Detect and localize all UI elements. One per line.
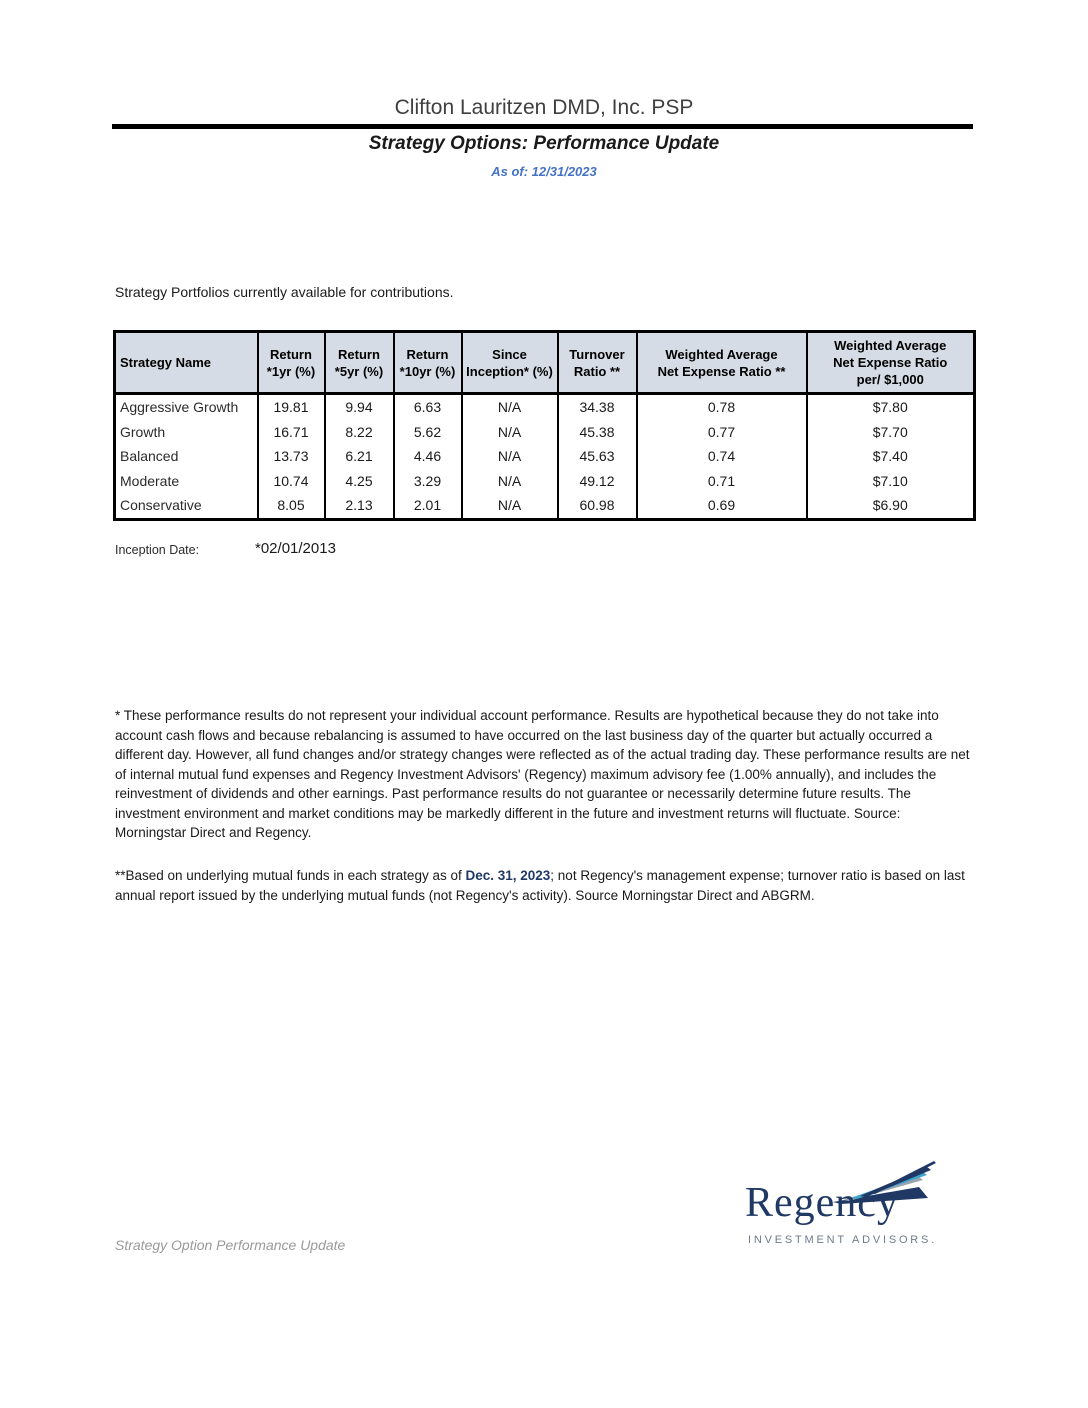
regency-logo xyxy=(745,1158,941,1258)
cell-return-10yr: 3.29 xyxy=(394,469,462,494)
page-subtitle: Strategy Options: Performance Update xyxy=(368,133,720,154)
cell-return-5yr: 6.21 xyxy=(325,444,394,469)
cell-turnover-ratio: 60.98 xyxy=(558,493,637,519)
table-row xyxy=(115,420,975,445)
page-title: Clifton Lauritzen DMD, Inc. PSP xyxy=(394,96,694,119)
column-header-net-expense-per-1000 xyxy=(807,332,975,394)
cell-net-expense-per-1000: $7.10 xyxy=(807,469,975,494)
header-line: Weighted Average xyxy=(665,346,778,362)
cell-return-5yr: 8.22 xyxy=(325,420,394,445)
cell-turnover-ratio: 49.12 xyxy=(558,469,637,494)
cell-return-1yr: 13.73 xyxy=(258,444,325,469)
cell-net-expense-per-1000: $6.90 xyxy=(807,493,975,519)
cell-turnover-ratio: 45.63 xyxy=(558,444,637,469)
cell-since-inception: N/A xyxy=(462,493,558,519)
regency-brand-name: Regency xyxy=(745,1180,899,1226)
footnote-underlying-funds xyxy=(115,866,973,905)
header-line: Return xyxy=(338,346,380,362)
column-header-net-expense-ratio xyxy=(637,332,807,394)
footer-document-name: Strategy Option Performance Update xyxy=(115,1237,346,1253)
column-header-strategy-name xyxy=(115,332,258,394)
table-row xyxy=(115,444,975,469)
cell-net-expense-per-1000: $7.70 xyxy=(807,420,975,445)
header-line: Since xyxy=(492,346,527,362)
table-header-row xyxy=(115,332,975,394)
cell-turnover-ratio: 34.38 xyxy=(558,394,637,420)
intro-text: Strategy Portfolios currently available for contributions. xyxy=(115,284,454,300)
table-row xyxy=(115,469,975,494)
cell-return-1yr: 16.71 xyxy=(258,420,325,445)
column-header-since-inception xyxy=(462,332,558,394)
regency-tagline: INVESTMENT ADVISORS. xyxy=(748,1234,938,1246)
cell-net-expense-per-1000: $7.40 xyxy=(807,444,975,469)
header-line: Inception* (%) xyxy=(466,363,553,379)
cell-strategy-name: Growth xyxy=(115,420,258,445)
inception-date-value: *02/01/2013 xyxy=(255,540,336,557)
cell-return-1yr: 8.05 xyxy=(258,493,325,519)
header-line: Net Expense Ratio xyxy=(833,355,948,370)
cell-since-inception: N/A xyxy=(462,444,558,469)
column-header-return-1yr xyxy=(258,332,325,394)
header-line: *5yr (%) xyxy=(334,363,384,379)
header-line: Turnover xyxy=(569,346,625,362)
header-line: *10yr (%) xyxy=(399,363,456,379)
footnote2-prefix: **Based on underlying mutual funds in each strategy as of xyxy=(115,868,466,883)
header-line: Net Expense Ratio ** xyxy=(657,363,786,379)
footnote2-suffix: ; not Regency's management expense; turnover ratio is based on last annual report issued by the underlying mutual funds (not Regency's activity). Source Morningstar Direct and ABGRM. xyxy=(115,868,965,903)
inception-date-label: Inception Date: xyxy=(115,543,200,557)
column-header-return-5yr xyxy=(325,332,394,394)
column-header-return-10yr xyxy=(394,332,462,394)
cell-return-10yr: 5.62 xyxy=(394,420,462,445)
cell-net-expense-ratio: 0.69 xyxy=(637,493,807,519)
cell-return-1yr: 10.74 xyxy=(258,469,325,494)
header-line: *1yr (%) xyxy=(266,363,316,379)
cell-turnover-ratio: 45.38 xyxy=(558,420,637,445)
header-line: per/ $1,000 xyxy=(856,372,924,387)
table-row xyxy=(115,493,975,519)
as-of-date: As of: 12/31/2023 xyxy=(491,164,597,179)
cell-return-10yr: 2.01 xyxy=(394,493,462,519)
header-line: Weighted Average xyxy=(834,338,947,353)
table-row xyxy=(115,394,975,420)
cell-return-5yr: 9.94 xyxy=(325,394,394,420)
cell-return-1yr: 19.81 xyxy=(258,394,325,420)
cell-return-10yr: 4.46 xyxy=(394,444,462,469)
cell-strategy-name: Conservative xyxy=(115,493,258,519)
footnote-performance-disclaimer: * These performance results do not represent your individual account performance. Results are hypothetical because they do not take into account cash flows and because rebalancing is assumed to have occurred on the last business day of the quarter but actually occurred a different day. However, all fund changes and/or strategy changes were reflected as of the actual trading day. These performance results are net of internal mutual fund expenses and Regency Investment Advisors' (Regency) maximum advisory fee (1.00% annually), and includes the reinvestment of dividends and other earnings. Past performance results do not guarantee or necessarily determine future results. The investment environment and market conditions may be markedly different in the future and investment returns will fluctuate. Source: Morningstar Direct and Regency. xyxy=(115,708,970,840)
performance-table xyxy=(113,330,973,521)
cell-net-expense-ratio: 0.78 xyxy=(637,394,807,420)
cell-net-expense-per-1000: $7.80 xyxy=(807,394,975,420)
header-line: Return xyxy=(270,346,312,362)
cell-net-expense-ratio: 0.71 xyxy=(637,469,807,494)
cell-return-10yr: 6.63 xyxy=(394,394,462,420)
header-line: Strategy Name xyxy=(120,355,212,370)
column-header-turnover-ratio xyxy=(558,332,637,394)
cell-since-inception: N/A xyxy=(462,394,558,420)
cell-strategy-name: Balanced xyxy=(115,444,258,469)
cell-net-expense-ratio: 0.77 xyxy=(637,420,807,445)
cell-net-expense-ratio: 0.74 xyxy=(637,444,807,469)
cell-return-5yr: 2.13 xyxy=(325,493,394,519)
header-line: Ratio ** xyxy=(573,363,621,379)
title-divider xyxy=(112,124,973,129)
strategy-performance-table xyxy=(113,330,976,521)
header-line: Return xyxy=(406,346,449,362)
cell-since-inception: N/A xyxy=(462,469,558,494)
footnote2-date: Dec. 31, 2023 xyxy=(465,868,551,883)
cell-since-inception: N/A xyxy=(462,420,558,445)
cell-strategy-name: Moderate xyxy=(115,469,258,494)
cell-return-5yr: 4.25 xyxy=(325,469,394,494)
cell-strategy-name: Aggressive Growth xyxy=(115,394,258,420)
